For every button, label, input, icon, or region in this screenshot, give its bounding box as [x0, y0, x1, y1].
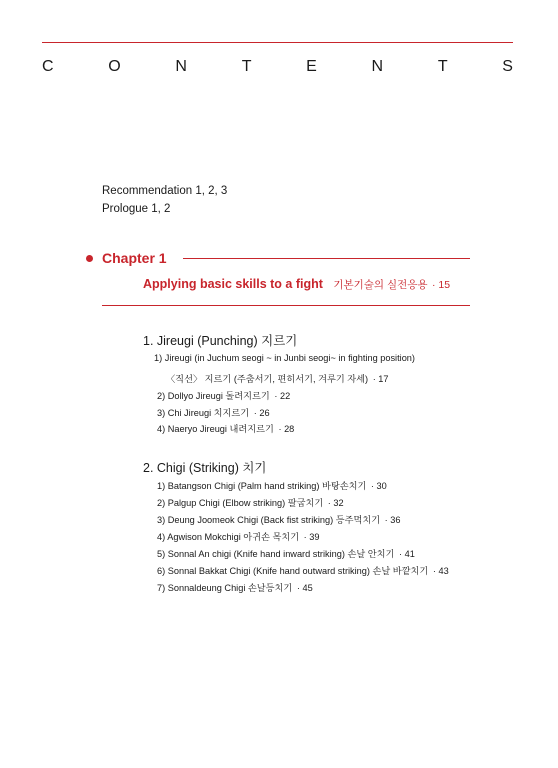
- toc-entry[interactable]: [157, 478, 387, 492]
- toc-entry-text: 〈직선〉 지르기 (주춤서기, 편히서기, 겨루기 자세): [166, 374, 369, 384]
- toc-entry-page: · 32: [327, 498, 344, 508]
- toc-entry-prologue[interactable]: Prologue 1, 2: [102, 203, 171, 215]
- toc-entry-text: 7) Sonnaldeung Chigi 손날등치기: [157, 583, 293, 593]
- title-letter: S: [502, 58, 513, 75]
- toc-entry-page: · 17: [372, 374, 389, 384]
- toc-entry-text: 4) Naeryo Jireugi 내려지르기: [157, 424, 274, 434]
- chapter-header: [86, 248, 470, 268]
- chapter-divider: [183, 258, 470, 259]
- toc-entry[interactable]: [157, 529, 320, 543]
- title-letter: N: [371, 58, 384, 75]
- toc-entry-page: · 41: [398, 549, 415, 559]
- toc-entry-recommendation[interactable]: Recommendation 1, 2, 3: [102, 185, 228, 197]
- title-letter: T: [241, 58, 252, 75]
- section-heading-chigi[interactable]: 2. Chigi (Striking) 치기: [143, 461, 267, 475]
- chapter-subtitle[interactable]: [143, 275, 450, 293]
- title-letter: T: [437, 58, 448, 75]
- title-letter: N: [175, 58, 187, 75]
- chapter-bottom-divider: [102, 305, 470, 306]
- toc-entry-text: 6) Sonnal Bakkat Chigi (Knife hand outward striking) 손날 바깥치기: [157, 566, 429, 576]
- chapter-subtitle-english: Applying basic skills to a fight: [143, 277, 323, 291]
- toc-entry[interactable]: [157, 388, 290, 402]
- toc-entry-page: · 43: [432, 566, 449, 576]
- toc-entry[interactable]: [157, 421, 294, 435]
- toc-entry-page: · 45: [296, 583, 313, 593]
- chapter-label[interactable]: Chapter 1: [102, 250, 167, 266]
- toc-entry[interactable]: [157, 405, 270, 419]
- toc-entry[interactable]: [157, 512, 401, 526]
- toc-entry-text: 5) Sonnal An chigi (Knife hand inward striking) 손날 안치기: [157, 549, 395, 559]
- toc-entry-text: 2) Palgup Chigi (Elbow striking) 팔굽치기: [157, 498, 324, 508]
- toc-entry-page: · 39: [303, 532, 320, 542]
- section-heading-jireugi[interactable]: 1. Jireugi (Punching) 지르기: [143, 334, 298, 348]
- toc-entry[interactable]: [157, 495, 344, 509]
- title-letter: E: [306, 58, 317, 75]
- toc-entry[interactable]: [154, 353, 415, 363]
- toc-entry-text: 1) Batangson Chigi (Palm hand striking) 바탕손치기: [157, 481, 367, 491]
- toc-entry-text: 3) Deung Joomeok Chigi (Back fist striking) 등주먹치기: [157, 515, 381, 525]
- toc-entry[interactable]: [166, 371, 389, 385]
- chapter-bullet-icon: [86, 255, 93, 262]
- toc-entry-page: · 22: [274, 391, 291, 401]
- toc-entry[interactable]: [157, 563, 449, 577]
- title-letter: O: [108, 58, 121, 75]
- toc-entry-text: 1) Jireugi (in Juchum seogi ~ in Junbi seogi~ in fighting position): [154, 353, 415, 363]
- toc-entry-text: 2) Dollyo Jireugi 돌려지르기: [157, 391, 270, 401]
- top-divider: [42, 42, 513, 43]
- chapter-subtitle-korean: 기본기술의 실전응용: [333, 279, 428, 291]
- toc-entry-page: · 28: [278, 424, 295, 434]
- toc-entry-page: · 30: [370, 481, 387, 491]
- toc-entry[interactable]: [157, 580, 313, 594]
- toc-entry-text: 4) Agwison Mokchigi 아귀손 목치기: [157, 532, 300, 542]
- toc-entry[interactable]: [157, 546, 415, 560]
- page-title: [42, 58, 513, 76]
- toc-entry-page: · 36: [384, 515, 401, 525]
- title-letter: C: [42, 58, 54, 75]
- toc-entry-page: · 26: [253, 408, 270, 418]
- chapter-page-number: · 15: [432, 279, 451, 291]
- front-matter-list: [102, 182, 227, 218]
- toc-entry-text: 3) Chi Jireugi 치지르기: [157, 408, 250, 418]
